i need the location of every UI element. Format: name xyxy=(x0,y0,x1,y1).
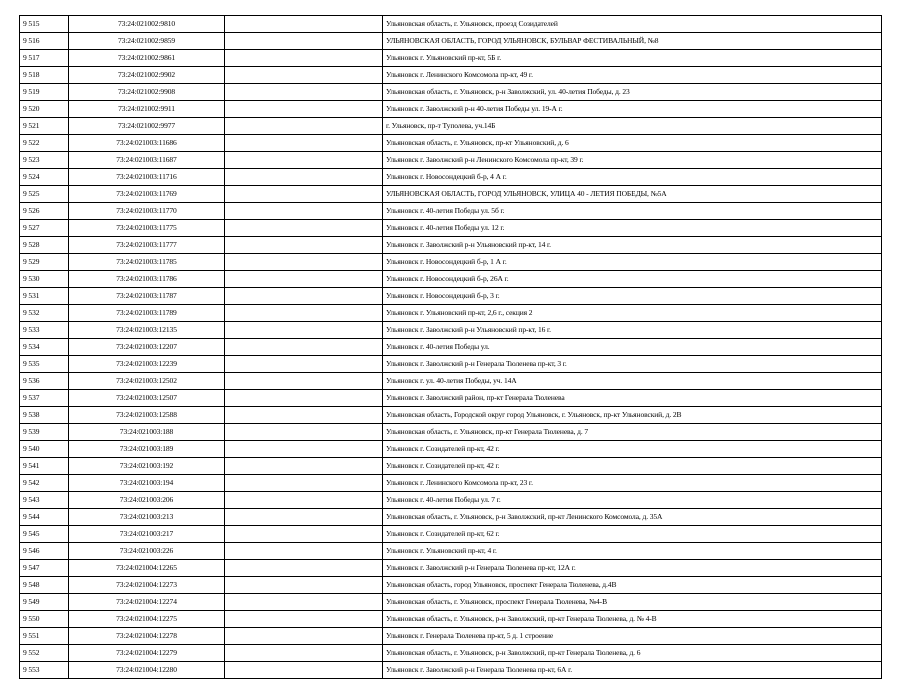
cadastral-number-cell: 73:24:021003:11769 xyxy=(69,186,225,203)
empty-cell xyxy=(225,237,383,254)
cadastral-number-cell: 73:24:021002:9859 xyxy=(69,33,225,50)
empty-cell xyxy=(225,611,383,628)
address-cell: Ульяновск г. Заволжский р-н Ульяновский пр-кт, 16 г. xyxy=(383,322,882,339)
table-row xyxy=(20,475,882,492)
table-row xyxy=(20,509,882,526)
table-row xyxy=(20,135,882,152)
empty-cell xyxy=(225,424,383,441)
row-number-cell: 9 537 xyxy=(20,390,69,407)
table-row xyxy=(20,390,882,407)
address-cell: Ульяновск г. Ульяновский пр-кт, 4 г. xyxy=(383,543,882,560)
table-row xyxy=(20,237,882,254)
cadastral-number-cell: 73:24:021003:12507 xyxy=(69,390,225,407)
table-row xyxy=(20,594,882,611)
empty-cell xyxy=(225,67,383,84)
table-row xyxy=(20,101,882,118)
address-cell: Ульяновск г. Ульяновский пр-кт, 5Б г. xyxy=(383,50,882,67)
cadastral-number-cell: 73:24:021004:12273 xyxy=(69,577,225,594)
empty-cell xyxy=(225,407,383,424)
cadastral-number-cell: 73:24:021003:11787 xyxy=(69,288,225,305)
empty-cell xyxy=(225,526,383,543)
address-cell: Ульяновск г. Заволжский р-н Ленинского Комсомола пр-кт, 39 г. xyxy=(383,152,882,169)
cadastral-number-cell: 73:24:021004:12275 xyxy=(69,611,225,628)
table-row xyxy=(20,288,882,305)
row-number-cell: 9 534 xyxy=(20,339,69,356)
row-number-cell: 9 548 xyxy=(20,577,69,594)
row-number-cell: 9 533 xyxy=(20,322,69,339)
registry-table xyxy=(19,15,882,679)
empty-cell xyxy=(225,356,383,373)
cadastral-number-cell: 73:24:021002:9902 xyxy=(69,67,225,84)
address-cell: Ульяновск г. ул. 40-летия Победы, уч. 14А xyxy=(383,373,882,390)
empty-cell xyxy=(225,254,383,271)
cadastral-number-cell: 73:24:021004:12278 xyxy=(69,628,225,645)
cadastral-number-cell: 73:24:021003:11777 xyxy=(69,237,225,254)
row-number-cell: 9 535 xyxy=(20,356,69,373)
address-cell: Ульяновск г. Созидателей пр-кт, 62 г. xyxy=(383,526,882,543)
address-cell: Ульяновск г. Новосондецкий б-р, 1 А г. xyxy=(383,254,882,271)
empty-cell xyxy=(225,458,383,475)
table-row xyxy=(20,254,882,271)
row-number-cell: 9 540 xyxy=(20,441,69,458)
table-row xyxy=(20,441,882,458)
row-number-cell: 9 539 xyxy=(20,424,69,441)
address-cell: Ульяновская область, г. Ульяновск, пр-кт Ульяновский, д. 6 xyxy=(383,135,882,152)
row-number-cell: 9 553 xyxy=(20,662,69,679)
table-row xyxy=(20,169,882,186)
table-row xyxy=(20,50,882,67)
row-number-cell: 9 552 xyxy=(20,645,69,662)
address-cell: Ульяновск г. Ульяновский пр-кт, 2,6 г., секция 2 xyxy=(383,305,882,322)
address-cell: Ульяновская область, г. Ульяновск, р-н Заволжский, пр-кт Генерала Тюленева, д. № 4-В xyxy=(383,611,882,628)
empty-cell xyxy=(225,169,383,186)
table-row xyxy=(20,271,882,288)
address-cell: Ульяновск г. 40-летия Победы ул. 7 г. xyxy=(383,492,882,509)
empty-cell xyxy=(225,645,383,662)
row-number-cell: 9 542 xyxy=(20,475,69,492)
empty-cell xyxy=(225,16,383,33)
empty-cell xyxy=(225,152,383,169)
address-cell: Ульяновск г. Заволжский р-н 40-летия Победы ул. 19-А г. xyxy=(383,101,882,118)
table-row xyxy=(20,220,882,237)
row-number-cell: 9 522 xyxy=(20,135,69,152)
row-number-cell: 9 525 xyxy=(20,186,69,203)
table-row xyxy=(20,356,882,373)
table-row xyxy=(20,16,882,33)
table-row xyxy=(20,577,882,594)
address-cell: Ульяновск г. Заволжский район, пр-кт Генерала Тюленева xyxy=(383,390,882,407)
address-cell: Ульяновск г. Ленинского Комсомола пр-кт, 23 г. xyxy=(383,475,882,492)
address-cell: Ульяновск г. 40-летия Победы ул. xyxy=(383,339,882,356)
address-cell: Ульяновск г. Заволжский р-н Ульяновский пр-кт, 14 г. xyxy=(383,237,882,254)
empty-cell xyxy=(225,594,383,611)
address-cell: УЛЬЯНОВСКАЯ ОБЛАСТЬ, ГОРОД УЛЬЯНОВСК, УЛИЦА 40 - ЛЕТИЯ ПОБЕДЫ, №5А xyxy=(383,186,882,203)
row-number-cell: 9 550 xyxy=(20,611,69,628)
empty-cell xyxy=(225,322,383,339)
empty-cell xyxy=(225,441,383,458)
address-cell: Ульяновская область, город Ульяновск, проспект Генерала Тюленева, д.4В xyxy=(383,577,882,594)
row-number-cell: 9 529 xyxy=(20,254,69,271)
address-cell: Ульяновск г. 40-летия Победы ул. 5б г. xyxy=(383,203,882,220)
row-number-cell: 9 551 xyxy=(20,628,69,645)
table-row xyxy=(20,662,882,679)
table-row xyxy=(20,611,882,628)
row-number-cell: 9 524 xyxy=(20,169,69,186)
cadastral-number-cell: 73:24:021002:9977 xyxy=(69,118,225,135)
cadastral-number-cell: 73:24:021003:188 xyxy=(69,424,225,441)
table-row xyxy=(20,33,882,50)
row-number-cell: 9 518 xyxy=(20,67,69,84)
row-number-cell: 9 547 xyxy=(20,560,69,577)
cadastral-number-cell: 73:24:021003:189 xyxy=(69,441,225,458)
table-row xyxy=(20,186,882,203)
cadastral-number-cell: 73:24:021003:12502 xyxy=(69,373,225,390)
table-row xyxy=(20,628,882,645)
cadastral-number-cell: 73:24:021003:192 xyxy=(69,458,225,475)
address-cell: Ульяновск г. Генерала Тюленева пр-кт, 5 д. 1 строение xyxy=(383,628,882,645)
empty-cell xyxy=(225,339,383,356)
address-cell: Ульяновск г. Созидателей пр-кт, 42 г. xyxy=(383,441,882,458)
table-row xyxy=(20,492,882,509)
row-number-cell: 9 521 xyxy=(20,118,69,135)
cadastral-number-cell: 73:24:021004:12280 xyxy=(69,662,225,679)
cadastral-number-cell: 73:24:021002:9810 xyxy=(69,16,225,33)
cadastral-number-cell: 73:24:021003:11687 xyxy=(69,152,225,169)
empty-cell xyxy=(225,50,383,67)
cadastral-number-cell: 73:24:021003:194 xyxy=(69,475,225,492)
empty-cell xyxy=(225,577,383,594)
address-cell: Ульяновская область, г. Ульяновск, пр-кт Генерала Тюленева, д. 7 xyxy=(383,424,882,441)
empty-cell xyxy=(225,662,383,679)
row-number-cell: 9 515 xyxy=(20,16,69,33)
address-cell: Ульяновская область, г. Ульяновск, проезд Созидателей xyxy=(383,16,882,33)
table-row xyxy=(20,322,882,339)
row-number-cell: 9 544 xyxy=(20,509,69,526)
cadastral-number-cell: 73:24:021003:217 xyxy=(69,526,225,543)
address-cell: г. Ульяновск, пр-т Туполева, уч.14Б xyxy=(383,118,882,135)
row-number-cell: 9 546 xyxy=(20,543,69,560)
empty-cell xyxy=(225,135,383,152)
row-number-cell: 9 528 xyxy=(20,237,69,254)
cadastral-number-cell: 73:24:021003:11770 xyxy=(69,203,225,220)
address-cell: Ульяновск г. Новосондецкий б-р, 3 г. xyxy=(383,288,882,305)
address-cell: Ульяновск г. Заволжский р-н Генерала Тюленева пр-кт, 6А г. xyxy=(383,662,882,679)
address-cell: Ульяновск г. Новосондецкий б-р, 26А г. xyxy=(383,271,882,288)
cadastral-number-cell: 73:24:021004:12279 xyxy=(69,645,225,662)
empty-cell xyxy=(225,390,383,407)
address-cell: Ульяновск г. Новосондецкий б-р, 4 А г. xyxy=(383,169,882,186)
empty-cell xyxy=(225,220,383,237)
empty-cell xyxy=(225,509,383,526)
empty-cell xyxy=(225,288,383,305)
empty-cell xyxy=(225,543,383,560)
empty-cell xyxy=(225,118,383,135)
cadastral-number-cell: 73:24:021003:12239 xyxy=(69,356,225,373)
empty-cell xyxy=(225,84,383,101)
table-row xyxy=(20,203,882,220)
cadastral-number-cell: 73:24:021003:11786 xyxy=(69,271,225,288)
cadastral-number-cell: 73:24:021003:226 xyxy=(69,543,225,560)
table-row xyxy=(20,373,882,390)
cadastral-number-cell: 73:24:021002:9861 xyxy=(69,50,225,67)
table-row xyxy=(20,543,882,560)
table-row xyxy=(20,407,882,424)
cadastral-number-cell: 73:24:021003:11789 xyxy=(69,305,225,322)
row-number-cell: 9 545 xyxy=(20,526,69,543)
address-cell: Ульяновск г. Заволжский р-н Генерала Тюленева пр-кт, 3 г. xyxy=(383,356,882,373)
table-row xyxy=(20,458,882,475)
cadastral-number-cell: 73:24:021003:12588 xyxy=(69,407,225,424)
empty-cell xyxy=(225,492,383,509)
cadastral-number-cell: 73:24:021003:11686 xyxy=(69,135,225,152)
row-number-cell: 9 520 xyxy=(20,101,69,118)
table-row xyxy=(20,67,882,84)
row-number-cell: 9 532 xyxy=(20,305,69,322)
empty-cell xyxy=(225,186,383,203)
cadastral-number-cell: 73:24:021004:12265 xyxy=(69,560,225,577)
row-number-cell: 9 531 xyxy=(20,288,69,305)
address-cell: Ульяновская область, г. Ульяновск, р-н Заволжский, пр-кт Генерала Тюленева, д. 6 xyxy=(383,645,882,662)
cadastral-number-cell: 73:24:021003:11775 xyxy=(69,220,225,237)
empty-cell xyxy=(225,33,383,50)
table-row xyxy=(20,526,882,543)
table-row xyxy=(20,84,882,101)
address-cell: Ульяновская область, г. Ульяновск, р-н Заволжский, пр-кт Ленинского Комсомола, д. 35А xyxy=(383,509,882,526)
table-row xyxy=(20,424,882,441)
table-row xyxy=(20,118,882,135)
row-number-cell: 9 526 xyxy=(20,203,69,220)
table-row xyxy=(20,339,882,356)
cadastral-number-cell: 73:24:021002:9908 xyxy=(69,84,225,101)
table-row xyxy=(20,152,882,169)
cadastral-number-cell: 73:24:021003:213 xyxy=(69,509,225,526)
address-cell: Ульяновская область, г. Ульяновск, р-н Заволжский, ул. 40-летия Победы, д. 23 xyxy=(383,84,882,101)
registry-table-body xyxy=(20,16,882,679)
row-number-cell: 9 530 xyxy=(20,271,69,288)
row-number-cell: 9 516 xyxy=(20,33,69,50)
row-number-cell: 9 538 xyxy=(20,407,69,424)
cadastral-number-cell: 73:24:021003:12207 xyxy=(69,339,225,356)
cadastral-number-cell: 73:24:021003:12135 xyxy=(69,322,225,339)
empty-cell xyxy=(225,475,383,492)
row-number-cell: 9 517 xyxy=(20,50,69,67)
row-number-cell: 9 519 xyxy=(20,84,69,101)
empty-cell xyxy=(225,305,383,322)
empty-cell xyxy=(225,628,383,645)
table-row xyxy=(20,645,882,662)
address-cell: УЛЬЯНОВСКАЯ ОБЛАСТЬ, ГОРОД УЛЬЯНОВСК, БУЛЬВАР ФЕСТИВАЛЬНЫЙ, №8 xyxy=(383,33,882,50)
cadastral-number-cell: 73:24:021004:12274 xyxy=(69,594,225,611)
empty-cell xyxy=(225,271,383,288)
address-cell: Ульяновская область, Городской округ город Ульяновск, г. Ульяновск, пр-кт Ульяновский, д. 2В xyxy=(383,407,882,424)
empty-cell xyxy=(225,203,383,220)
table-row xyxy=(20,560,882,577)
row-number-cell: 9 536 xyxy=(20,373,69,390)
address-cell: Ульяновск г. Ленинского Комсомола пр-кт, 49 г. xyxy=(383,67,882,84)
empty-cell xyxy=(225,373,383,390)
cadastral-number-cell: 73:24:021003:11716 xyxy=(69,169,225,186)
address-cell: Ульяновск г. Заволжский р-н Генерала Тюленева пр-кт, 12А г. xyxy=(383,560,882,577)
address-cell: Ульяновск г. Созидателей пр-кт, 42 г. xyxy=(383,458,882,475)
cadastral-number-cell: 73:24:021003:11785 xyxy=(69,254,225,271)
empty-cell xyxy=(225,560,383,577)
row-number-cell: 9 523 xyxy=(20,152,69,169)
cadastral-number-cell: 73:24:021002:9911 xyxy=(69,101,225,118)
table-row xyxy=(20,305,882,322)
row-number-cell: 9 549 xyxy=(20,594,69,611)
cadastral-number-cell: 73:24:021003:206 xyxy=(69,492,225,509)
address-cell: Ульяновская область, г. Ульяновск, проспект Генерала Тюленева, №4-В xyxy=(383,594,882,611)
row-number-cell: 9 541 xyxy=(20,458,69,475)
address-cell: Ульяновск г. 40-летия Победы ул. 12 г. xyxy=(383,220,882,237)
row-number-cell: 9 543 xyxy=(20,492,69,509)
empty-cell xyxy=(225,101,383,118)
row-number-cell: 9 527 xyxy=(20,220,69,237)
